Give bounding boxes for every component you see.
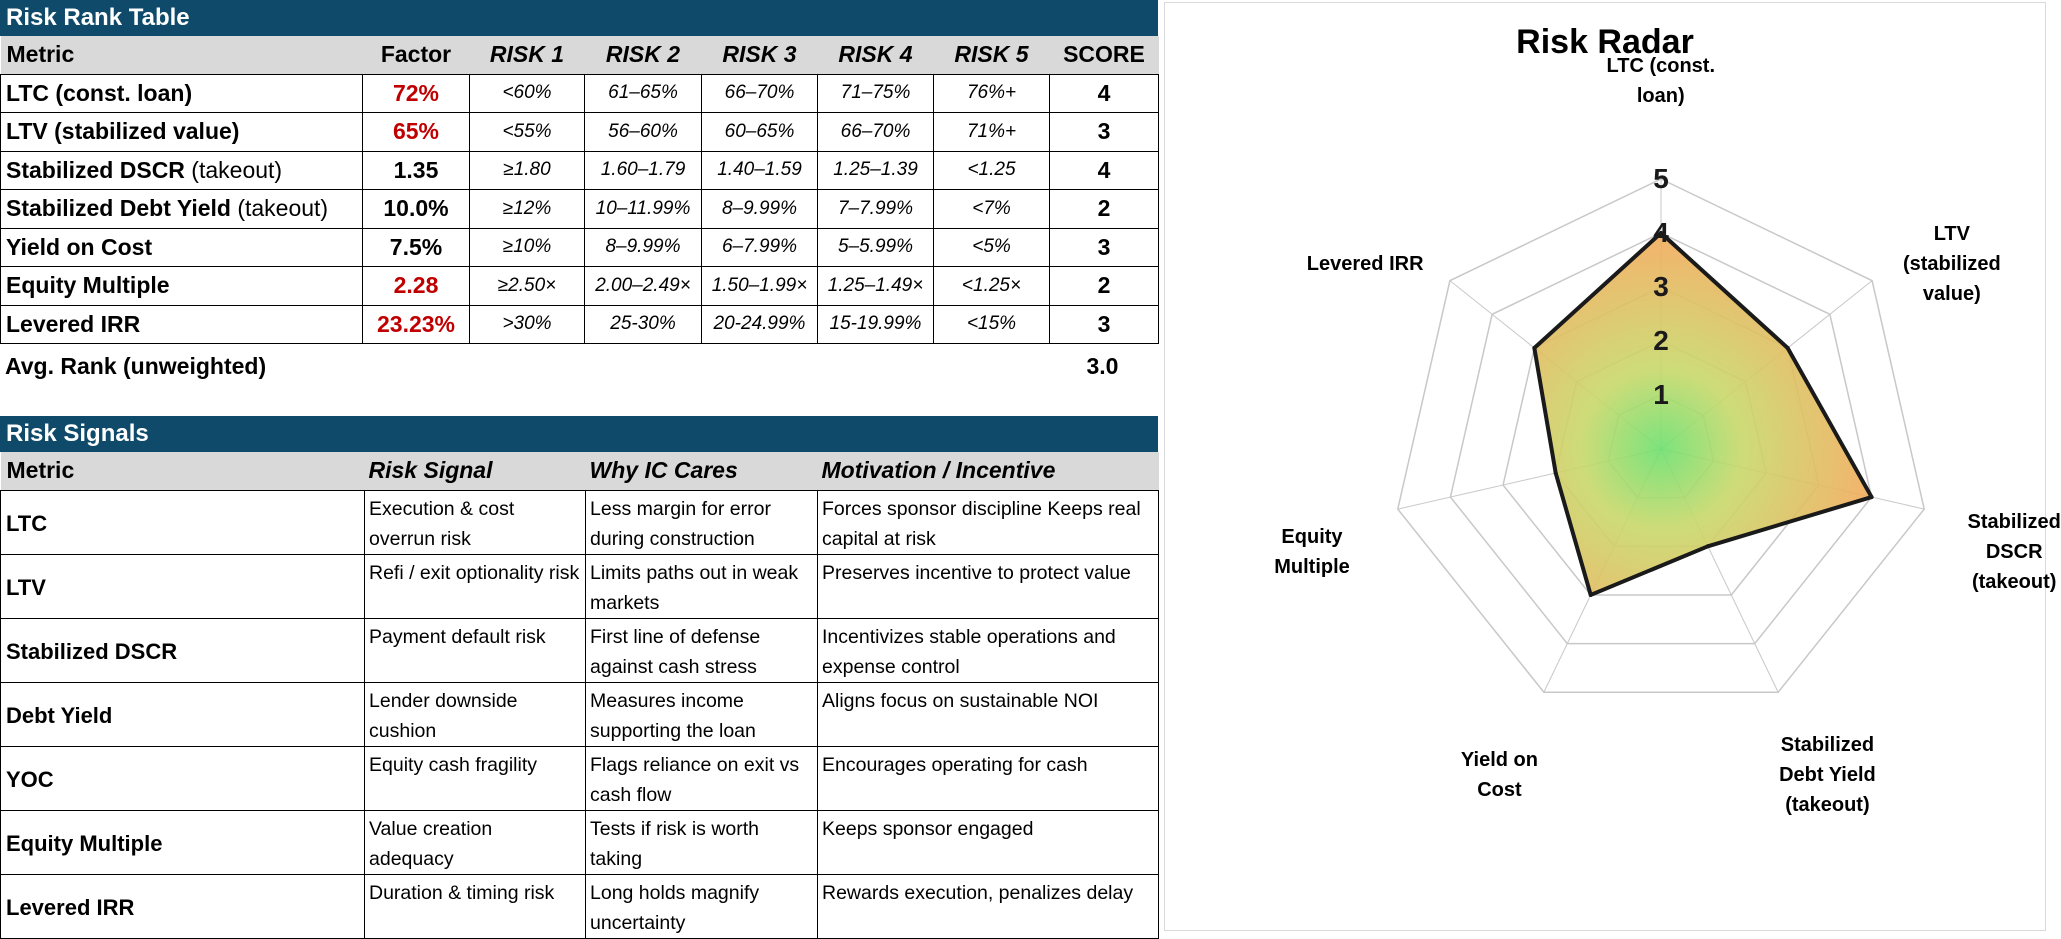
signals-col-risk-signal: Risk Signal [368,457,493,484]
signals-header-row [1,452,1159,490]
radar-axis-label-line: Stabilized [1780,733,1875,756]
signal-risk-cell: Lender downside cushion [365,682,586,746]
radar-series-area [1534,233,1871,595]
signal-risk-cell: Duration & timing risk [365,874,586,938]
radar-data-point [1532,346,1536,350]
col-header-risk-2: RISK 2 [605,41,681,68]
col-header-factor: Factor [380,41,452,68]
rank-row [1,228,1159,267]
rank-row [1,74,1159,113]
rank-factor-cell: 23.23% [363,305,470,344]
rank-risk-2-cell: 61–65% [585,74,702,113]
rank-risk-1-cell: ≥10% [470,228,585,267]
rank-risk-3-cell: 1.50–1.99× [702,267,818,306]
col-header-score: SCORE [1063,41,1145,68]
rank-score-cell: 3 [1050,113,1159,152]
col-header-risk-1: RISK 1 [489,41,565,68]
rank-metric-name: Equity Multiple [6,272,170,299]
rank-factor-cell: 72% [363,74,470,113]
radar-tick-label: 3 [1653,271,1669,302]
signal-row [1,490,1159,554]
radar-axis-label [1274,522,1350,582]
signal-risk-cell: Refi / exit optionality risk [365,554,586,618]
radar-axis-label [1903,219,2001,309]
risk-rank-table-title: Risk Rank Table [0,0,1158,36]
signals-col-metric: Metric [6,457,75,484]
rank-risk-3-cell: 6–7.99% [702,228,818,267]
avg-rank-row [0,347,1158,385]
radar-axis-label-line: loan) [1636,85,1685,107]
signal-motivation-cell: Preserves incentive to protect value [818,554,1159,618]
rank-table-body [1,74,1159,344]
rank-risk-2-cell: 8–9.99% [585,228,702,267]
rank-risk-4-cell: 7–7.99% [818,190,934,229]
signal-risk-cell: Equity cash fragility [365,746,586,810]
rank-factor-cell: 2.28 [363,267,470,306]
rank-factor-cell: 10.0% [363,190,470,229]
rank-score-cell: 3 [1050,305,1159,344]
rank-risk-4-cell: 71–75% [818,74,934,113]
signal-motivation-cell: Keeps sponsor engaged [818,810,1159,874]
avg-rank-value: 3.0 [1086,353,1119,379]
rank-row [1,151,1159,190]
rank-row [1,113,1159,152]
col-header-risk-4: RISK 4 [838,41,913,68]
rank-risk-3-cell: 60–65% [702,113,818,152]
rank-risk-2-cell: 25-30% [585,305,702,344]
signal-metric-cell: Equity Multiple [1,810,365,874]
radar-chart-title: Risk Radar [1516,23,1694,61]
rank-score-cell: 2 [1050,190,1159,229]
rank-risk-1-cell: ≥1.80 [470,151,585,190]
signal-metric-cell: YOC [1,746,365,810]
rank-metric-name: Stabilized Debt Yield [6,195,231,222]
col-header-risk-3: RISK 3 [722,41,797,68]
signal-row [1,746,1159,810]
radar-data-point [1870,495,1874,499]
radar-data-point [1589,593,1593,597]
rank-risk-3-cell: 20-24.99% [702,305,818,344]
rank-row [1,267,1159,306]
rank-risk-1-cell: <60% [470,74,585,113]
rank-score-cell: 2 [1050,267,1159,306]
rank-risk-1-cell: <55% [470,113,585,152]
rank-row [1,305,1159,344]
risk-signals-title: Risk Signals [0,416,1158,452]
rank-risk-5-cell: <7% [934,190,1050,229]
signal-motivation-cell: Rewards execution, penalizes delay [818,874,1159,938]
radar-axis-label-line: LTC (const. [1606,55,1716,77]
risk-signals-table [0,452,1159,939]
rank-risk-3-cell: 66–70% [702,74,818,113]
radar-axis-label-line: Levered IRR [1306,253,1424,276]
signal-row [1,682,1159,746]
radar-axis-label [1607,51,1716,111]
radar-tick-label: 2 [1653,325,1669,356]
rank-score-cell: 4 [1050,74,1159,113]
rank-risk-2-cell: 2.00–2.49× [585,267,702,306]
radar-axis-label [1461,745,1538,805]
col-header-metric: Metric [6,41,75,68]
rank-metric-name: Levered IRR [6,310,141,337]
col-header-risk-5: RISK 5 [954,41,1029,68]
rank-risk-1-cell: ≥2.50× [470,267,585,306]
rank-risk-4-cell: 1.25–1.49× [818,267,934,306]
rank-risk-5-cell: 76%+ [934,74,1050,113]
rank-risk-5-cell: <15% [934,305,1050,344]
signal-why-cell: Tests if risk is worth taking [586,810,818,874]
rank-metric-cell [1,151,363,190]
risk-rank-table [0,36,1159,344]
rank-risk-5-cell: <5% [934,228,1050,267]
radar-data-point [1786,346,1790,350]
avg-rank-label: Avg. Rank (unweighted) [5,353,267,379]
radar-axis-label [1968,507,2061,597]
signal-risk-cell: Execution & cost overrun risk [365,490,586,554]
signals-table-body [1,490,1159,938]
signal-metric-cell: Debt Yield [1,682,365,746]
radar-axis-label-line: (takeout) [1971,570,2057,593]
signal-row [1,618,1159,682]
rank-factor-cell: 1.35 [363,151,470,190]
signal-why-cell: Flags reliance on exit vs cash flow [586,746,818,810]
radar-chart-panel [1164,2,2061,931]
rank-risk-2-cell: 56–60% [585,113,702,152]
rank-metric-suffix: (takeout) [184,156,283,183]
rank-risk-1-cell: >30% [470,305,585,344]
signal-metric-cell: Levered IRR [1,874,365,938]
signal-metric-cell: LTC [1,490,365,554]
radar-axis-label-line: Debt Yield [1779,763,1876,786]
signal-why-cell: Long holds magnify uncertainty [586,874,818,938]
rank-risk-3-cell: 1.40–1.59 [702,151,818,190]
signal-why-cell: Less margin for error during construction [586,490,818,554]
radar-axis-label-line: LTV [1933,223,1970,246]
rank-score-cell: 3 [1050,228,1159,267]
radar-axis-label-line: DSCR [1985,540,2043,563]
radar-data-point [1554,471,1558,475]
rank-metric-cell [1,113,363,152]
signal-why-cell: Measures income supporting the loan [586,682,818,746]
rank-risk-5-cell: <1.25 [934,151,1050,190]
rank-risk-5-cell: 71%+ [934,113,1050,152]
signal-why-cell: First line of defense against cash stress [586,618,818,682]
rank-row [1,190,1159,229]
radar-data-point [1706,544,1710,548]
rank-metric-name: Stabilized DSCR [6,156,185,183]
radar-tick-label: 5 [1653,163,1669,194]
rank-factor-cell: 7.5% [363,228,470,267]
radar-axis-label [1307,249,1424,279]
radar-axis-label-line: (takeout) [1785,793,1870,816]
signal-row [1,810,1159,874]
rank-risk-4-cell: 5–5.99% [818,228,934,267]
rank-metric-name: Yield on Cost [6,233,153,260]
radar-tick-label: 1 [1653,379,1669,410]
signal-risk-cell: Value creation adequacy [365,810,586,874]
rank-score-cell: 4 [1050,151,1159,190]
radar-chart [1165,3,2045,930]
rank-risk-2-cell: 10–11.99% [585,190,702,229]
signal-motivation-cell: Aligns focus on sustainable NOI [818,682,1159,746]
radar-axis-label-line: Cost [1477,778,1522,801]
signal-why-cell: Limits paths out in weak markets [586,554,818,618]
rank-metric-cell [1,267,363,306]
rank-metric-name: LTC (const. loan) [6,79,193,106]
rank-factor-cell: 65% [363,113,470,152]
rank-metric-suffix: (takeout) [230,195,329,222]
signal-row [1,874,1159,938]
signals-col-motivation: Motivation / Incentive [821,457,1056,484]
rank-risk-5-cell: <1.25× [934,267,1050,306]
signal-motivation-cell: Encourages operating for cash [818,746,1159,810]
rank-risk-2-cell: 1.60–1.79 [585,151,702,190]
radar-axis-label [1779,730,1876,820]
radar-axis-label-line: Equity [1281,525,1343,548]
rank-metric-cell [1,74,363,113]
rank-risk-4-cell: 15-19.99% [818,305,934,344]
radar-axis-label-line: (stabilized [1902,253,2001,276]
rank-metric-name: LTV (stabilized value) [6,118,240,145]
rank-risk-1-cell: ≥12% [470,190,585,229]
signal-metric-cell: LTV [1,554,365,618]
signal-motivation-cell: Incentivizes stable operations and expense control [818,618,1159,682]
radar-axis-label-line: Multiple [1274,555,1350,578]
radar-axis-label-line: Yield on [1460,748,1538,771]
signal-metric-cell: Stabilized DSCR [1,618,365,682]
rank-risk-4-cell: 1.25–1.39 [818,151,934,190]
signal-motivation-cell: Forces sponsor discipline Keeps real capital at risk [818,490,1159,554]
signal-row [1,554,1159,618]
rank-header-row [1,36,1159,74]
radar-axis-label-line: value) [1922,283,1981,306]
signal-risk-cell: Payment default risk [365,618,586,682]
radar-axis-label-line: Stabilized [1967,510,2061,533]
radar-tick-label: 4 [1653,217,1669,248]
rank-metric-cell [1,228,363,267]
rank-metric-cell [1,305,363,344]
rank-risk-3-cell: 8–9.99% [702,190,818,229]
signals-col-why-ic-cares: Why IC Cares [589,457,738,484]
rank-risk-4-cell: 66–70% [818,113,934,152]
rank-metric-cell [1,190,363,229]
